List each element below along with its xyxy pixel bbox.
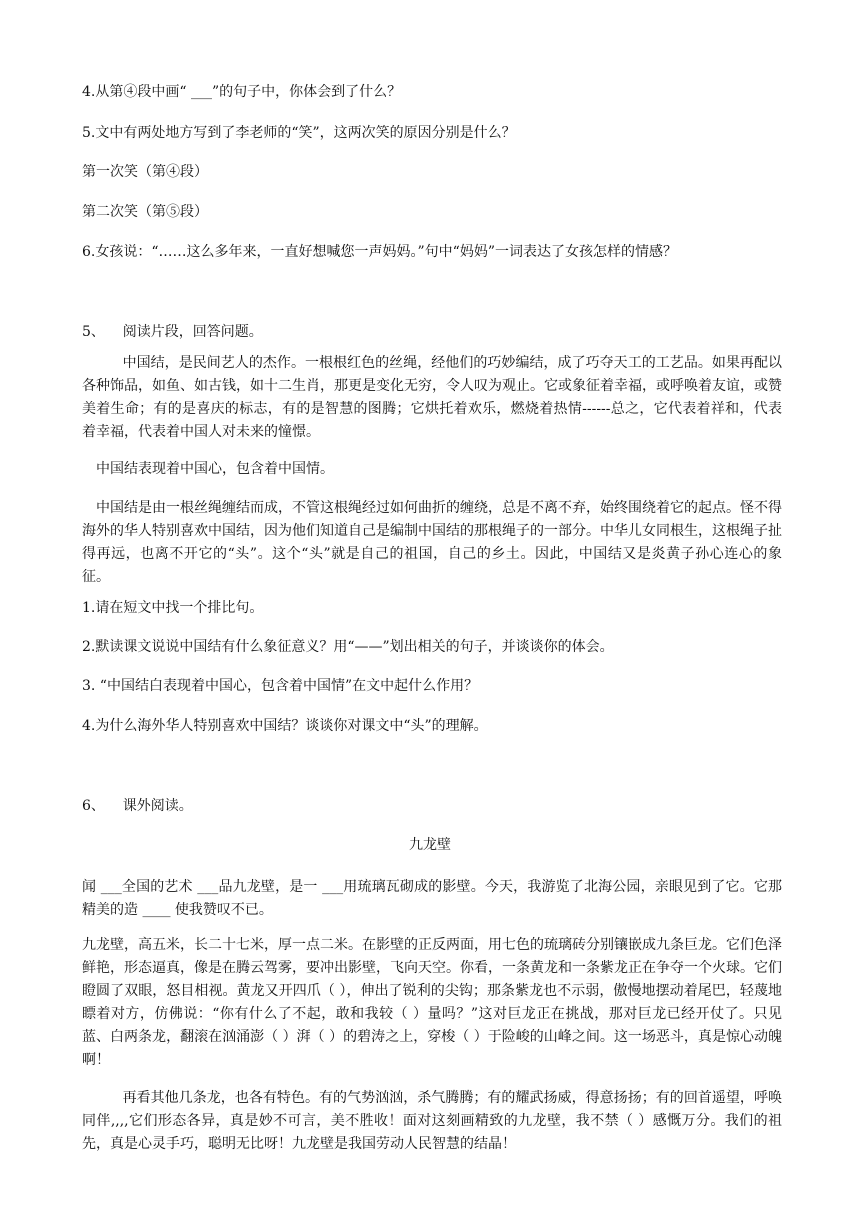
article-title: 九龙壁: [409, 837, 451, 853]
section-5-paragraph-1: 中国结，是民间艺人的杰作。一根根红色的丝绳，经他们的巧妙编结，成了巧夺天工的工艺品。如果再配以各种饰品，如鱼、如古钱，如十二生肖，那更是变化无穷，令人叹为观止。它或象征着幸福，或呼唤着友谊，或赞美着生命；有的是喜庆的标志，有的是智慧的图腾；它烘托着欢乐，燃烧着热情------总之，它代表着祥和，代表着幸福，代表着中国人对未来的憧憬。: [82, 355, 782, 440]
section-5-question-3: 3. “中国结白表现着中国心，包含着中国情”在文中起什么作用？: [82, 678, 479, 694]
section-5-question-1: 1.请在短文中找一个排比句。: [82, 600, 264, 616]
question-5: 5.文中有两处地方写到了李老师的“笑”，这两次笑的原因分别是什么？: [82, 125, 516, 141]
section-6-paragraph-1: 闻 ___全国的艺术 ___品九龙壁，是一 ___用琉璃瓦砌成的影壁。今天，我游览了北海公园，亲眼见到了它。它那精美的造 ____ 使我赞叹不已。: [82, 879, 782, 918]
section-5-paragraph-2: 中国结表现着中国心，包含着中国情。: [96, 461, 334, 477]
section-6-heading: 6、 课外阅读。: [82, 798, 193, 814]
first-laugh-line: 第一次笑（第④段）: [82, 164, 208, 180]
question-6: 6.女孩说：“……这么多年来，一直好想喊您一声妈妈。”句中“妈妈”一词表达了女孩怎样的情感？: [82, 244, 677, 260]
section-5-heading: 5、 阅读片段，回答问题。: [82, 324, 263, 340]
second-laugh-line: 第二次笑（第⑤段）: [82, 204, 208, 220]
section-6-paragraph-2: 九龙壁，高五米，长二十七米，厚一点二米。在影壁的正反两面，用七色的琉璃砖分别镶嵌成九条巨龙。它们色泽鲜艳，形态逼真，像是在腾云驾雾，要冲出影壁，飞向天空。你看，一条黄龙和一条紫龙正在争夺一个火球。它们瞪圆了双眼，怒目相视。黄龙又开四爪（ ），伸出了锐利的尖钩；那条紫龙也不示弱，傲慢地摆动着尾巴，轻蔑地瞟着对方，仿佛说：“你有什么了不起，敢和我较（ ）量吗？”这对巨龙正在挑战，那对巨龙已经开仗了。只见蓝、白两条龙，翻滚在汹涌澎（ ）湃（ ）的碧涛之上，穿梭（ ）于险峻的山峰之间。这一场恶斗，真是惊心动魄啊！: [82, 937, 782, 1068]
section-5-question-4: 4.为什么海外华人特别喜欢中国结？谈谈你对课文中“头”的理解。: [82, 718, 488, 734]
question-4: 4.从第④段中画“ ___”的句子中，你体会到了什么？: [82, 84, 402, 100]
section-5-question-2: 2.默读课文说说中国结有什么象征意义？用“——”划出相关的句子，并谈谈你的体会。: [82, 639, 614, 655]
section-6-paragraph-3: 再看其他几条龙，也各有特色。有的气势汹汹，杀气腾腾；有的耀武扬威，得意扬扬；有的回首遥望，呼唤同伴,,,,它们形态各异，真是妙不可言，美不胜收！面对这刻画精致的九龙壁，我不禁（ ）感慨万分。我们的祖先，真是心灵手巧，聪明无比呀！九龙壁是我国劳动人民智慧的结晶！: [82, 1090, 782, 1152]
section-5-paragraph-3: 中国结是由一根丝绳缠结而成，不管这根绳经过如何曲折的缠绕，总是不离不弃，始终围绕着它的起点。怪不得海外的华人特别喜欢中国结，因为他们知道自己是编制中国结的那根绳子的一部分。中华儿女同根生，这根绳子扯得再远，也离不开它的“头”。这个“头”就是自己的祖国，自己的乡土。因此，中国结又是炎黄子孙心连心的象征。: [82, 500, 782, 585]
